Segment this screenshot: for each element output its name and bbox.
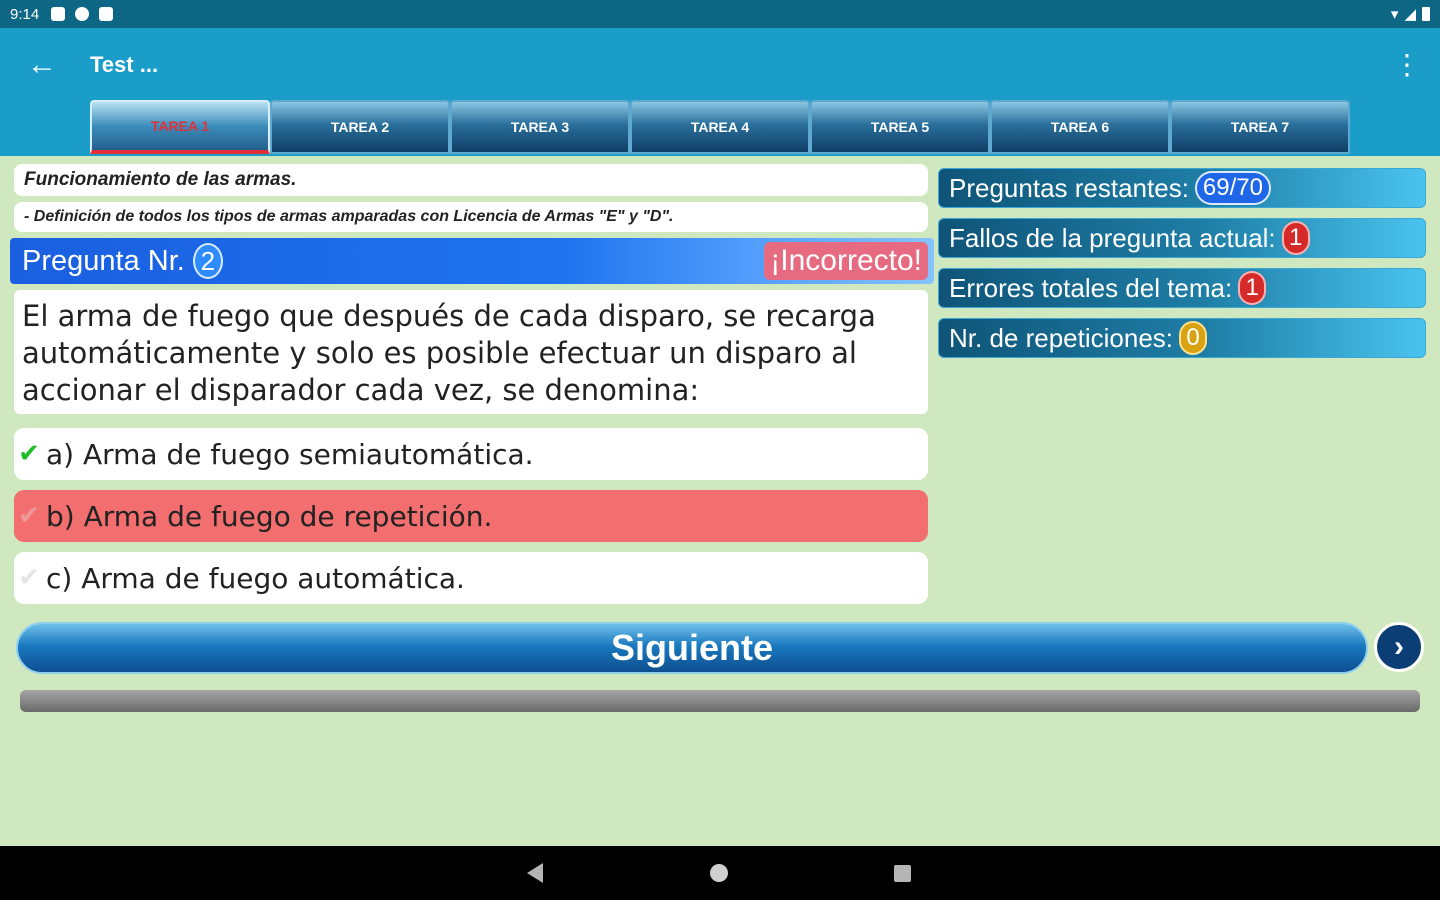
- stat-total-errors: [938, 268, 1426, 308]
- nav-back-button[interactable]: [527, 863, 543, 883]
- tab-tarea-4[interactable]: TAREA 4: [630, 100, 810, 154]
- page-title: Test ...: [90, 52, 159, 77]
- check-icon: ✔: [18, 439, 40, 469]
- wifi-icon: ▾: [1390, 6, 1399, 23]
- status-bar: [0, 0, 1440, 28]
- question-header: [10, 238, 934, 284]
- question-text: El arma de fuego que después de cada disparo, se recarga automáticamente y solo es posible efectuar un disparo al accionar el disparador cada vez, se denomina:: [14, 290, 928, 414]
- stat-current-fails: [938, 218, 1426, 258]
- next-arrow-button[interactable]: [1374, 622, 1424, 672]
- notification-icon: [51, 7, 65, 21]
- answer-text: a) Arma de fuego semiautomática.: [46, 437, 534, 471]
- tab-tarea-2[interactable]: TAREA 2: [270, 100, 450, 154]
- stat-badge: 1: [1238, 271, 1266, 305]
- nav-home-button[interactable]: [710, 864, 728, 882]
- stat-label: Nr. de repeticiones:: [949, 322, 1174, 353]
- topic-title: Funcionamiento de las armas.: [14, 164, 928, 196]
- stat-badge: 1: [1282, 221, 1310, 255]
- tab-tarea-1[interactable]: TAREA 1: [90, 100, 270, 154]
- tab-tarea-5[interactable]: TAREA 5: [810, 100, 990, 154]
- sd-card-icon: [99, 7, 113, 21]
- stat-badge: 0: [1179, 321, 1207, 355]
- answer-option-c[interactable]: [14, 552, 928, 604]
- tab-tarea-3[interactable]: TAREA 3: [450, 100, 630, 154]
- more-vert-icon: ⋮: [1393, 49, 1421, 80]
- status-time: 9:14: [10, 5, 40, 23]
- stat-label: Errores totales del tema:: [949, 272, 1233, 303]
- stat-label: Fallos de la pregunta actual:: [949, 222, 1276, 253]
- tab-tarea-7[interactable]: TAREA 7: [1170, 100, 1350, 154]
- stat-remaining-questions: [938, 168, 1426, 208]
- result-badge: ¡Incorrecto!: [764, 242, 928, 280]
- overflow-menu-button[interactable]: [1392, 50, 1422, 80]
- battery-icon: [1422, 7, 1430, 21]
- stat-label: Preguntas restantes:: [949, 172, 1189, 203]
- signal-icon: ◢: [1404, 6, 1416, 23]
- back-button[interactable]: [22, 48, 62, 82]
- progress-bar: [20, 690, 1420, 712]
- app-bar: [0, 28, 1440, 156]
- app-notification-icon: [75, 7, 89, 21]
- answer-option-a[interactable]: [14, 428, 928, 480]
- stat-badge: 69/70: [1195, 171, 1271, 205]
- next-button[interactable]: Siguiente: [16, 622, 1368, 674]
- tab-tarea-6[interactable]: TAREA 6: [990, 100, 1170, 154]
- chevron-right-icon: ›: [1394, 630, 1404, 663]
- nav-recents-button[interactable]: [894, 865, 911, 882]
- question-label: Pregunta Nr.: [22, 244, 185, 277]
- system-nav-bar: [0, 846, 1440, 900]
- answer-text: b) Arma de fuego de repetición.: [46, 499, 493, 533]
- question-number-badge: 2: [193, 243, 223, 279]
- topic-subtitle: - Definición de todos los tipos de armas amparadas con Licencia de Armas "E" y "D".: [14, 202, 928, 232]
- answer-option-b[interactable]: [14, 490, 928, 542]
- task-tabs: [90, 100, 1350, 154]
- check-icon: ✔: [18, 563, 40, 593]
- stat-repetitions: [938, 318, 1426, 358]
- check-icon: ✔: [18, 501, 40, 531]
- arrow-left-icon: ←: [27, 48, 57, 81]
- answer-text: c) Arma de fuego automática.: [46, 561, 465, 595]
